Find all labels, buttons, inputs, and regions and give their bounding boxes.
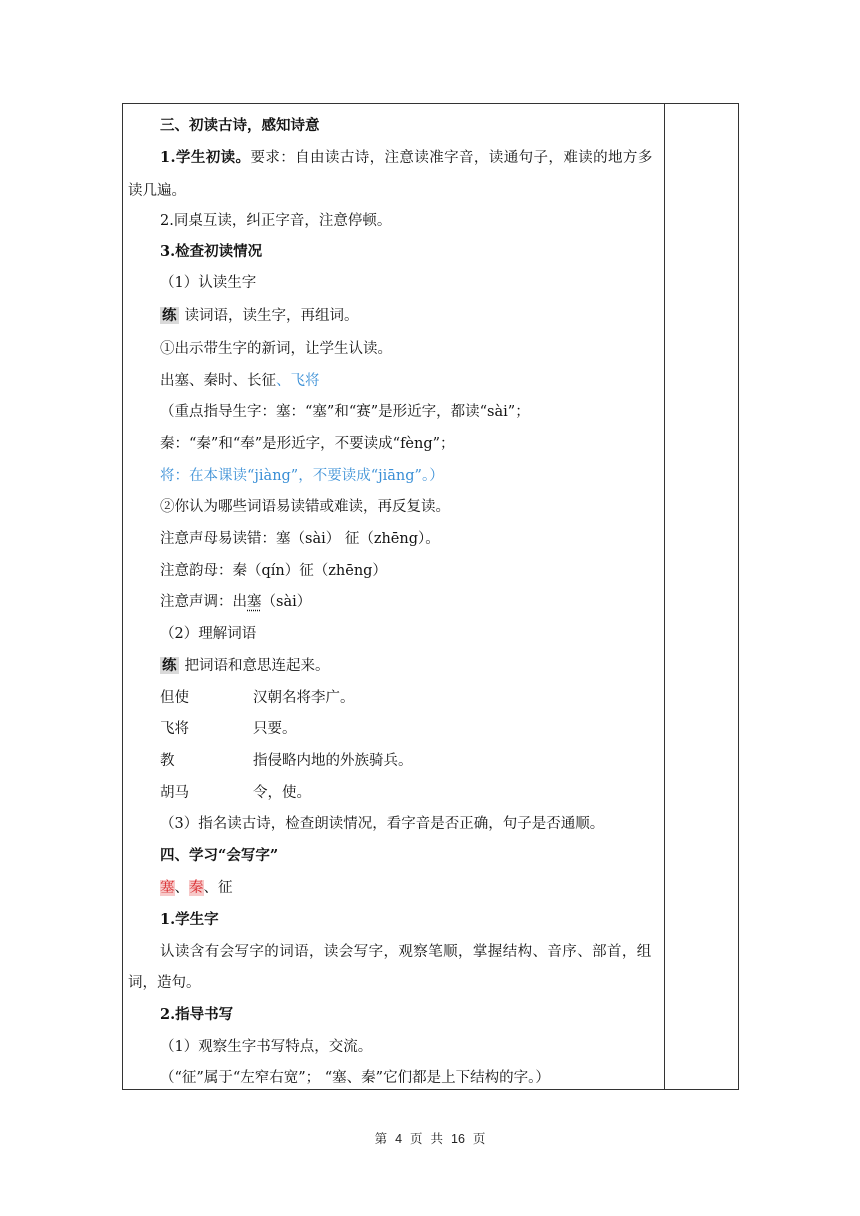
attention-3-suffix: （sài） [261, 594, 312, 610]
footer-total-pages: 16 [451, 1132, 465, 1146]
new-words [160, 371, 320, 391]
practice-2 [160, 656, 330, 676]
note-3: 将：在本课读“jiàng”，不要读成“jiāng”。） [160, 468, 444, 484]
match-meaning: 令，使。 [253, 785, 311, 801]
table-column-divider [664, 103, 665, 1090]
subheading-3: （3）指名读古诗，检查朗读情况，看字音是否正确，句子是否通顺。 [160, 816, 605, 832]
attention-3-char: 塞 [247, 594, 262, 610]
s3-paragraph-1-cont: 读几遍。 [128, 183, 186, 199]
footer-page-word: 页 [410, 1131, 423, 1146]
practice-2-text: 把词语和意思连起来。 [184, 658, 330, 674]
match-word: 飞将 [160, 721, 189, 737]
note-2: 秦：“秦”和“奉”是形近字，不要读成“fèng”； [160, 436, 455, 452]
write-char-sep: 、 [174, 880, 189, 896]
note-1: （重点指导生字：塞：“塞”和“赛”是形近字，都读“sài”； [160, 404, 530, 420]
write-char-3: 、征 [203, 880, 233, 896]
match-word: 教 [160, 753, 175, 769]
match-row [160, 688, 355, 708]
write-char-2: 秦 [189, 880, 204, 896]
attention-2: 注意韵母：秦（qín）征（zhēng） [160, 563, 387, 579]
s4-paragraph-2: 2.指导书写 [160, 1006, 234, 1023]
new-words-blue: 、飞将 [276, 373, 320, 389]
s4-paragraph-1-cont: 词，造句。 [128, 975, 201, 991]
s4-paragraph-1: 1.学生字 [160, 911, 219, 928]
match-word: 胡马 [160, 785, 189, 801]
match-meaning: 指侵略内地的外族骑兵。 [253, 753, 413, 769]
new-words-black: 出塞、秦时、长征 [160, 373, 276, 389]
step-1: ①出示带生字的新词，让学生认读。 [160, 341, 392, 357]
s3-paragraph-2: 2.同桌互读，纠正字音，注意停顿。 [160, 213, 392, 229]
attention-3-prefix: 注意声调：出 [160, 594, 247, 610]
s4-subheading-1: （1）观察生字书写特点，交流。 [160, 1039, 373, 1055]
s3-p1-bold: 1.学生初读。 [160, 149, 251, 166]
page-footer [0, 1129, 860, 1147]
match-row [160, 719, 297, 739]
footer-page-number: 4 [395, 1132, 403, 1146]
footer-suffix: 页 [472, 1131, 486, 1146]
s4-paragraph-1-text: 认读含有会写字的词语，读会写字，观察笔顺，掌握结构、音序、部首，组 [160, 944, 652, 960]
attention-1: 注意声母易读错：塞（sài） 征（zhēng）。 [160, 531, 440, 547]
section-4-heading: 四、学习“会写字” [160, 847, 279, 864]
practice-1-text: 读词语，读生字，再组词。 [184, 308, 359, 324]
section-3-heading: 三、初读古诗，感知诗意 [160, 117, 320, 134]
match-word: 但使 [160, 690, 189, 706]
practice-tag: 练 [162, 657, 177, 674]
match-meaning: 汉朝名将李广。 [253, 690, 355, 706]
s4-note: （“征”属于“左窄右宽”； “塞、秦”它们都是上下结构的字。） [160, 1070, 550, 1086]
s3-paragraph-3: 3.检查初读情况 [160, 243, 263, 260]
s3-paragraph-1 [160, 148, 653, 168]
footer-prefix: 第 [374, 1131, 388, 1146]
match-row [160, 751, 413, 771]
s3-p1-text: 要求：自由读古诗，注意读准字音，读通句子，难读的地方多 [250, 150, 653, 166]
subheading-1: （1）认读生字 [160, 275, 257, 291]
subheading-2: （2）理解词语 [160, 626, 257, 642]
practice-tag: 练 [162, 307, 177, 324]
footer-total-word: 共 [430, 1131, 444, 1146]
write-chars [160, 878, 233, 898]
step-2: ②你认为哪些词语易读错或难读，再反复读。 [160, 499, 450, 515]
practice-1 [160, 306, 359, 326]
match-row [160, 783, 311, 803]
match-meaning: 只要。 [253, 721, 297, 737]
attention-3 [160, 592, 311, 612]
write-char-1: 塞 [160, 880, 175, 896]
